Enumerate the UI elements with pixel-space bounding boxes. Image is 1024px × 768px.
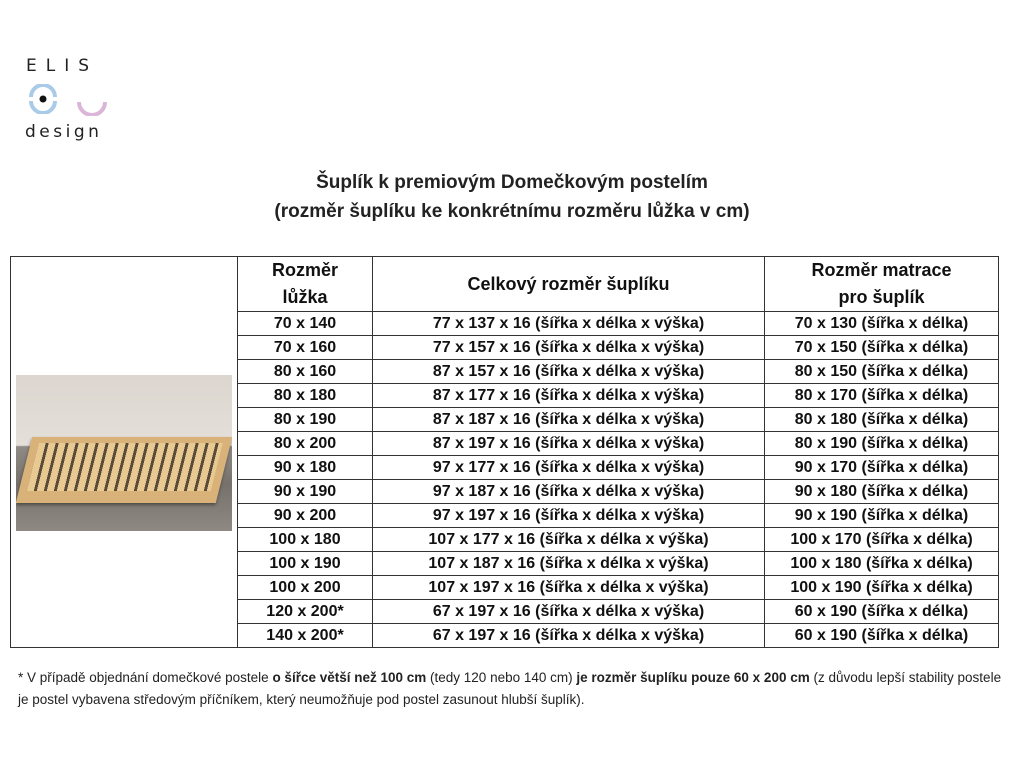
cell-bed-size: 80 x 180 xyxy=(238,384,373,408)
drawer-photo xyxy=(16,375,232,531)
cell-drawer-size: 77 x 137 x 16 (šířka x délka x výška) xyxy=(373,312,765,336)
cell-mattress-size: 100 x 190 (šířka x délka) xyxy=(765,576,999,600)
header-bed-size: Rozměr lůžka xyxy=(238,257,373,312)
cell-drawer-size: 107 x 177 x 16 (šířka x délka x výška) xyxy=(373,528,765,552)
cell-bed-size: 90 x 180 xyxy=(238,456,373,480)
cell-mattress-size: 80 x 190 (šířka x délka) xyxy=(765,432,999,456)
cell-mattress-size: 60 x 190 (šířka x délka) xyxy=(765,600,999,624)
title-line-1: Šuplík k premiovým Domečkovým postelím xyxy=(316,172,708,193)
cell-drawer-size: 107 x 197 x 16 (šířka x délka x výška) xyxy=(373,576,765,600)
cell-mattress-size: 80 x 170 (šířka x délka) xyxy=(765,384,999,408)
cell-mattress-size: 90 x 180 (šířka x délka) xyxy=(765,480,999,504)
cell-drawer-size: 107 x 187 x 16 (šířka x délka x výška) xyxy=(373,552,765,576)
cell-mattress-size: 90 x 190 (šířka x délka) xyxy=(765,504,999,528)
cell-mattress-size: 90 x 170 (šířka x délka) xyxy=(765,456,999,480)
page-title xyxy=(0,168,1024,226)
cell-mattress-size: 80 x 180 (šířka x délka) xyxy=(765,408,999,432)
cell-mattress-size: 80 x 150 (šířka x délka) xyxy=(765,360,999,384)
cell-drawer-size: 97 x 187 x 16 (šířka x délka x výška) xyxy=(373,480,765,504)
cell-bed-size: 140 x 200* xyxy=(238,624,373,648)
cell-drawer-size: 87 x 197 x 16 (šířka x délka x výška) xyxy=(373,432,765,456)
cell-drawer-size: 67 x 197 x 16 (šířka x délka x výška) xyxy=(373,600,765,624)
cell-bed-size: 100 x 200 xyxy=(238,576,373,600)
cell-drawer-size: 87 x 157 x 16 (šířka x délka x výška) xyxy=(373,360,765,384)
cell-mattress-size: 70 x 150 (šířka x délka) xyxy=(765,336,999,360)
cell-bed-size: 80 x 200 xyxy=(238,432,373,456)
cell-bed-size: 90 x 190 xyxy=(238,480,373,504)
cell-bed-size: 70 x 160 xyxy=(238,336,373,360)
footnote: * V případě objednání domečkové postele o šířce větší než 100 cm (tedy 120 nebo 140 cm) je rozměr šuplíku pouze 60 x 200 cm (z důvodu lepší stability postele je postel vybavena středovým příčníkem, který neumožňuje pod postel zasunout hlubší šuplík). xyxy=(18,670,1002,707)
cell-bed-size: 90 x 200 xyxy=(238,504,373,528)
header-mattress-size: Rozměr matrace pro šuplík xyxy=(765,257,999,312)
header-row xyxy=(11,257,999,312)
cell-bed-size: 120 x 200* xyxy=(238,600,373,624)
cell-bed-size: 80 x 160 xyxy=(238,360,373,384)
cell-mattress-size: 100 x 180 (šířka x délka) xyxy=(765,552,999,576)
title-line-2: (rozměr šuplíku ke konkrétnímu rozměru lůžka v cm) xyxy=(274,201,750,222)
cell-drawer-size: 87 x 187 x 16 (šířka x délka x výška) xyxy=(373,408,765,432)
header-drawer-size: Celkový rozměr šuplíku xyxy=(373,257,765,312)
cell-drawer-size: 97 x 197 x 16 (šířka x délka x výška) xyxy=(373,504,765,528)
logo-text-top: ELIS xyxy=(26,56,99,76)
smile-icon xyxy=(76,100,108,116)
eye-icon xyxy=(28,84,58,114)
cell-drawer-size: 77 x 157 x 16 (šířka x délka x výška) xyxy=(373,336,765,360)
logo-text-bottom: design xyxy=(25,122,103,142)
cell-drawer-size: 67 x 197 x 16 (šířka x délka x výška) xyxy=(373,624,765,648)
cell-bed-size: 80 x 190 xyxy=(238,408,373,432)
logo xyxy=(24,56,114,146)
cell-mattress-size: 60 x 190 (šířka x délka) xyxy=(765,624,999,648)
cell-bed-size: 70 x 140 xyxy=(238,312,373,336)
cell-bed-size: 100 x 190 xyxy=(238,552,373,576)
cell-mattress-size: 100 x 170 (šířka x délka) xyxy=(765,528,999,552)
cell-drawer-size: 97 x 177 x 16 (šířka x délka x výška) xyxy=(373,456,765,480)
cell-mattress-size: 70 x 130 (šířka x délka) xyxy=(765,312,999,336)
cell-bed-size: 100 x 180 xyxy=(238,528,373,552)
cell-drawer-size: 87 x 177 x 16 (šířka x délka x výška) xyxy=(373,384,765,408)
